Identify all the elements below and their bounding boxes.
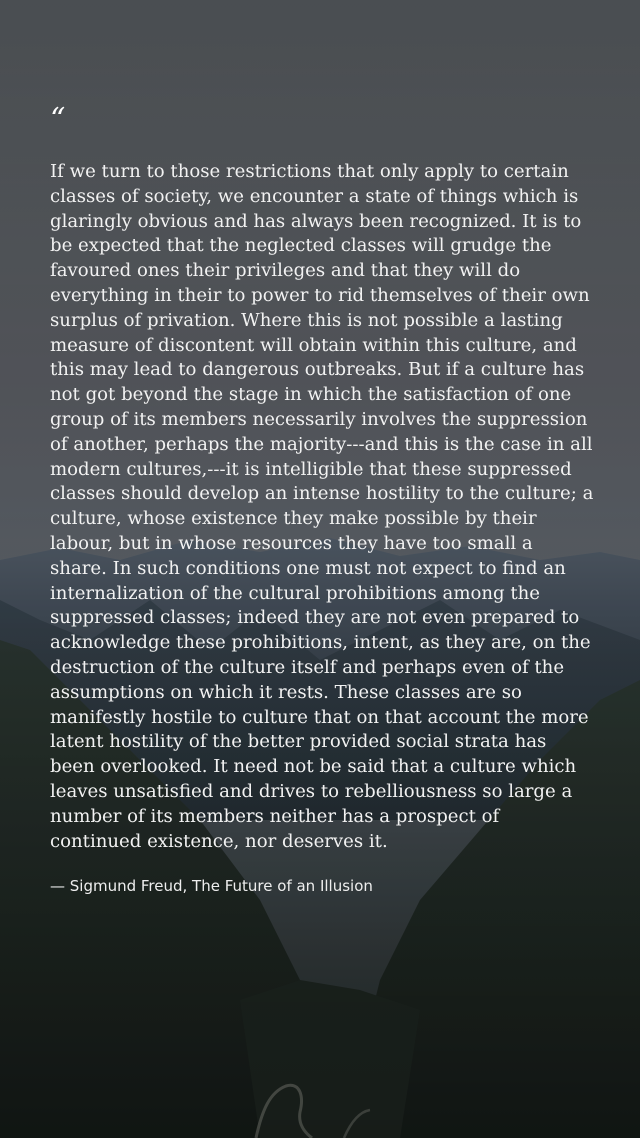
quote-text: If we turn to those restrictions that only apply to certain classes of society, we encounter a state of things which is glaringly obvious and has always been recognized. It is to be expected that the neglected classes will grudge the favoured ones their privileges and that they will do everything in their to power to rid themselves of their own surplus of privation. Where this is not possible a lasting measure of discontent will obtain within this culture, and this may lead to dangerous outbreaks. But if a culture has not got beyond the stage in which the satisfaction of one group of its members necessarily involves the suppression of another, perhaps the majority---and this is the case in all modern cultures,---it is intelligible that these suppressed classes should develop an intense hostility to the culture; a culture, whose existence they make possible by their labour, but in whose resources they have too small a share. In such conditions one must not expect to find an internalization of the cultural prohibitions among the suppressed classes; indeed they are not even prepared to acknowledge these prohibitions, intent, as they are, on the destruction of the culture itself and perhaps even of the assumptions on which it rests. These classes are so manifestly hostile to culture that on that account the more latent hostility of the better provided social strata has been overlooked. It need not be said that a culture which leaves unsatisfied and drives to rebelliousness so large a number of its members neither has a prospect of continued existence, nor deserves it. — [50, 161, 594, 852]
quote-attribution: — Sigmund Freud, The Future of an Illusion — [50, 877, 373, 896]
quote-card — [50, 100, 595, 896]
open-quote-icon: “ — [50, 102, 66, 137]
